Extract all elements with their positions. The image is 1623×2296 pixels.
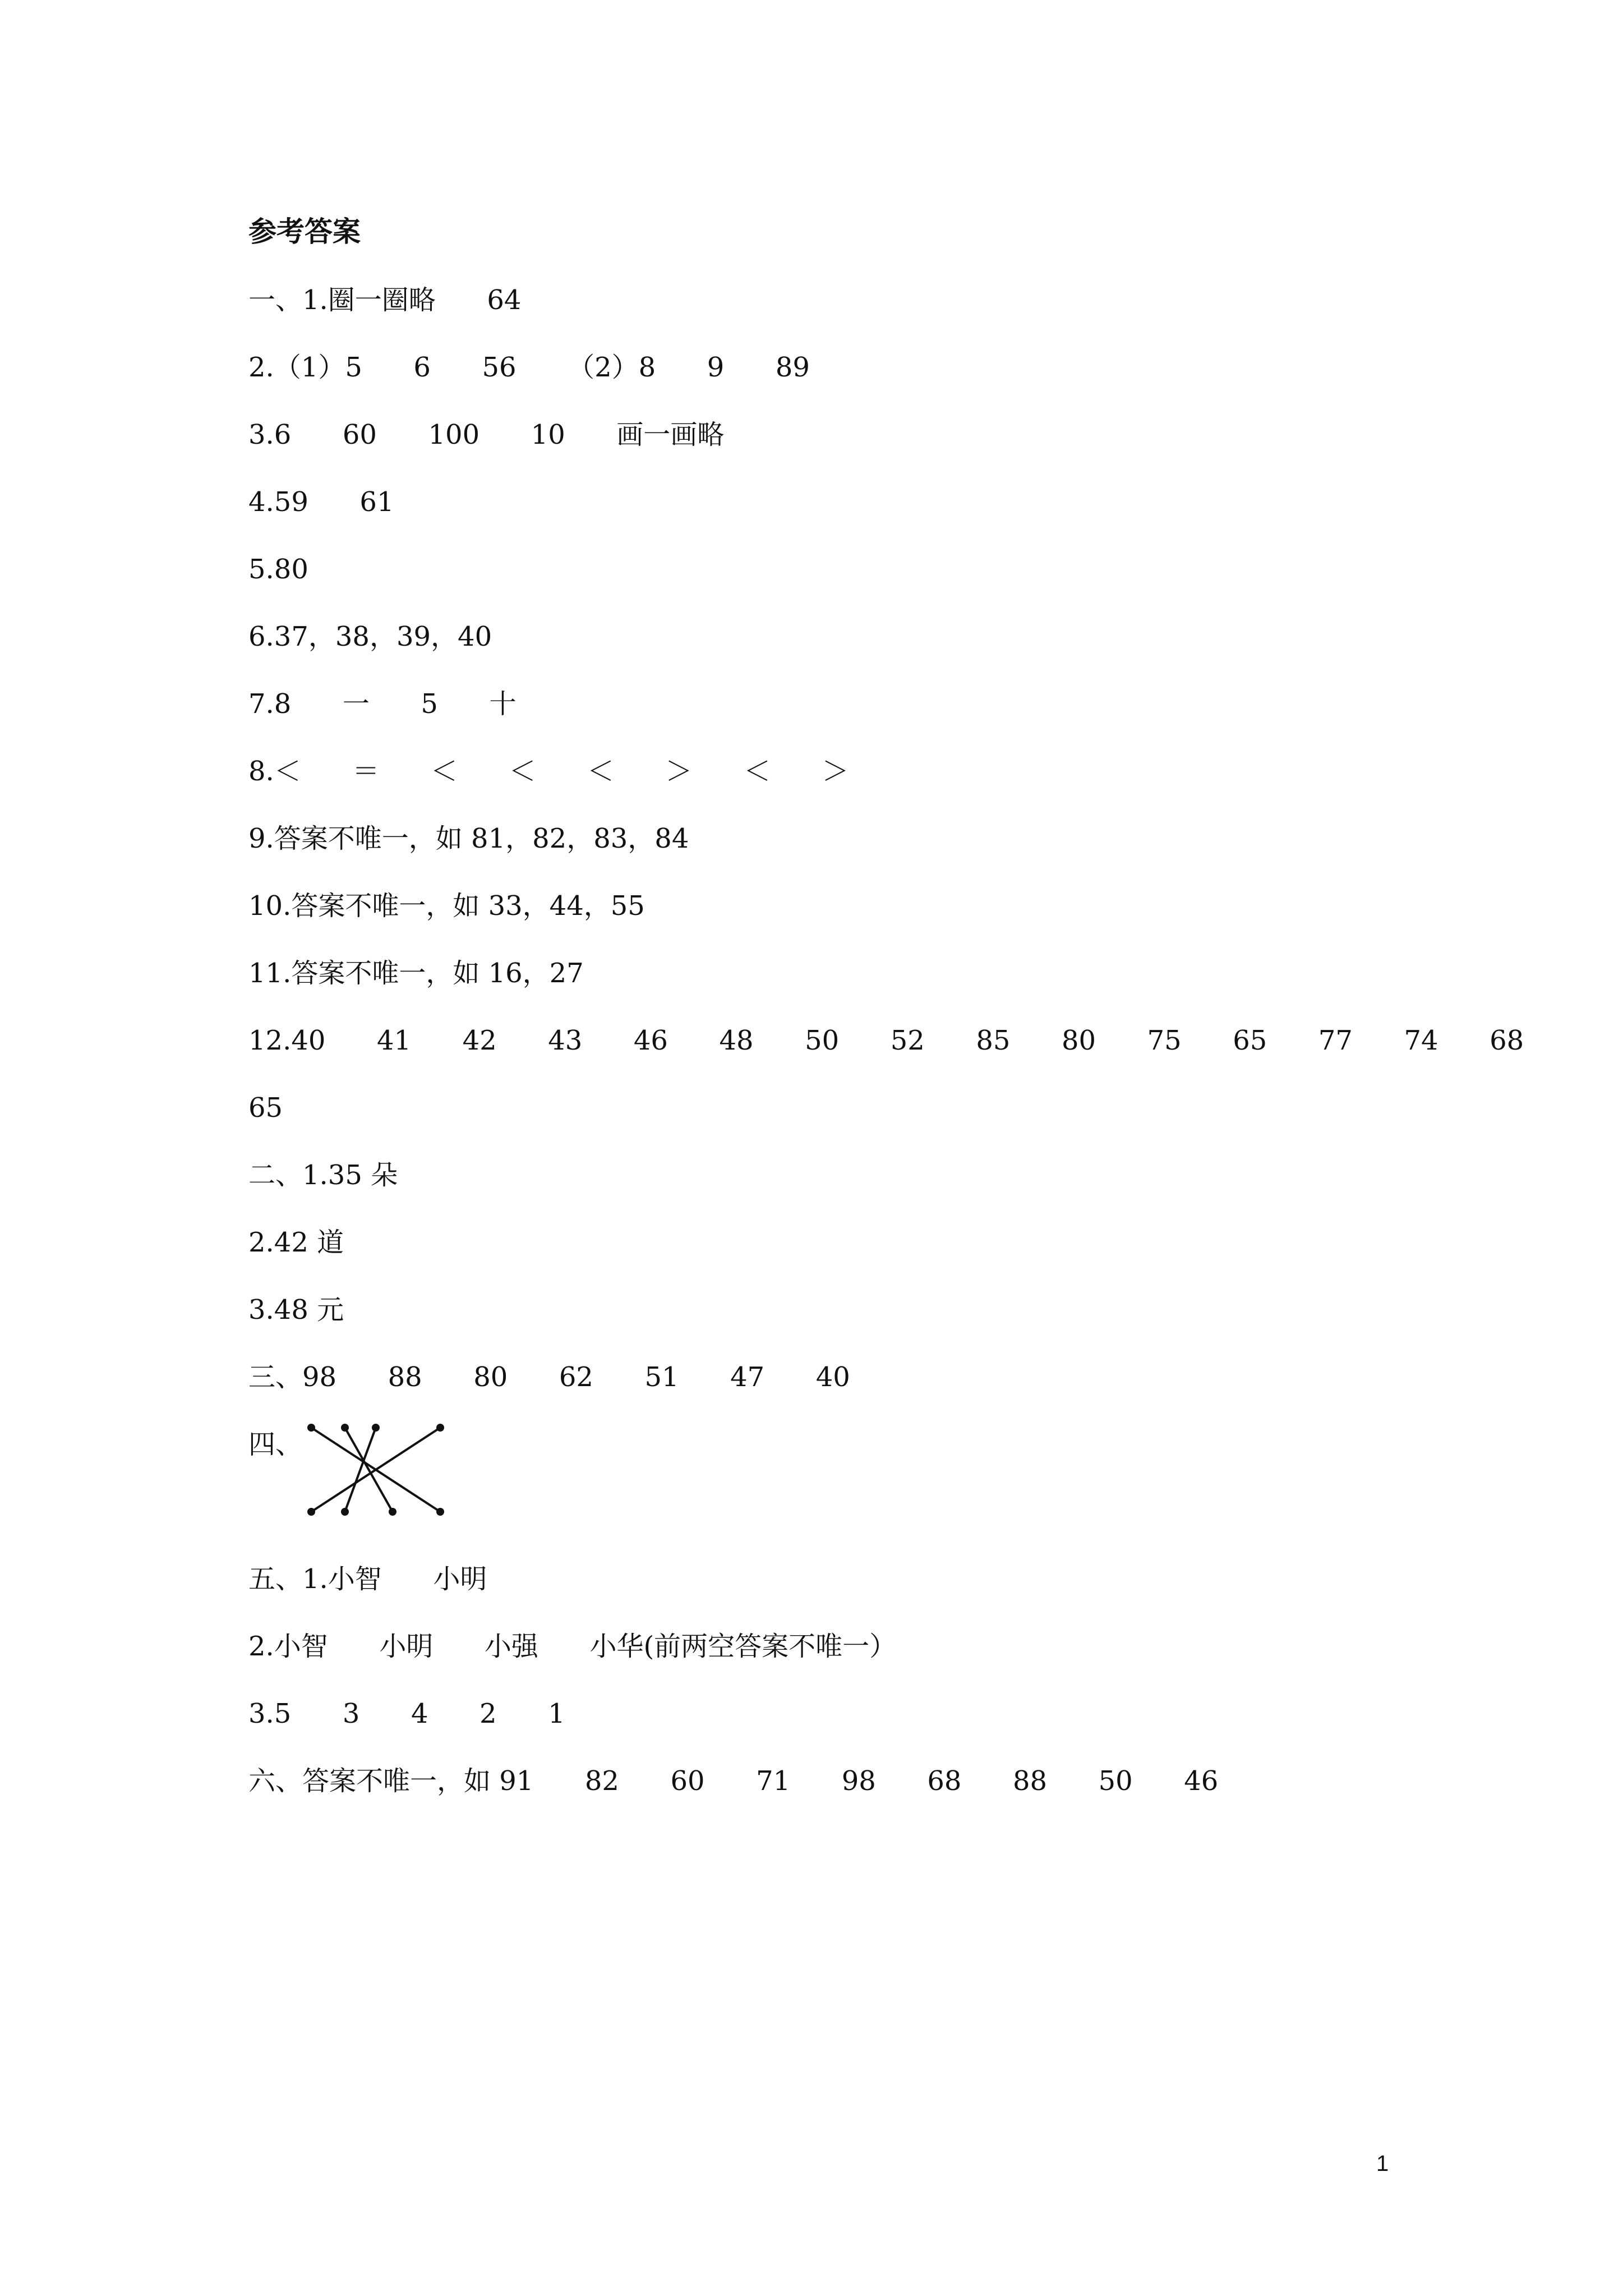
answer-line-1-2: 2.（1）5 6 56 （2）8 9 89 [248, 352, 810, 383]
matching-dot-bottom [341, 1508, 349, 1516]
answer-line-4-label: 四、 [248, 1429, 303, 1460]
matching-dot-bottom [307, 1508, 315, 1516]
answer-line-1-5: 5.80 [248, 554, 308, 585]
answer-line-5-1: 五、1.小智 小明 [248, 1563, 487, 1595]
answer-line-1-7: 7.8 一 5 十 [248, 688, 517, 720]
matching-lines-diagram [303, 1419, 449, 1526]
answer-line-1-3: 3.6 60 100 10 画一画略 [248, 419, 725, 450]
answer-line-2-3: 3.48 元 [248, 1294, 344, 1326]
answer-line-6: 六、答案不唯一，如 91 82 60 71 98 68 88 50 46 [248, 1765, 1219, 1797]
matching-dot-top [372, 1424, 380, 1432]
answer-line-1-4: 4.59 61 [248, 486, 394, 518]
answer-line-1-9: 9.答案不唯一，如 81，82，83，84 [248, 823, 689, 854]
answer-line-1-12-cont: 65 [248, 1092, 283, 1124]
answer-line-2-1: 二、1.35 朵 [248, 1159, 398, 1191]
page-title: 参考答案 [248, 215, 361, 248]
matching-dot-bottom [389, 1508, 396, 1516]
matching-dot-bottom [436, 1508, 444, 1516]
matching-dot-top [307, 1424, 315, 1432]
matching-dot-top [436, 1424, 444, 1432]
answer-line-3: 三、98 88 80 62 51 47 40 [248, 1361, 850, 1393]
answer-line-5-3: 3.5 3 4 2 1 [248, 1698, 565, 1729]
answer-line-1-6: 6.37，38，39，40 [248, 621, 492, 652]
matching-dot-top [341, 1424, 349, 1432]
matching-line [345, 1428, 376, 1512]
answer-line-1-10: 10.答案不唯一，如 33，44，55 [248, 890, 645, 922]
answer-line-5-2: 2.小智 小明 小强 小华(前两空答案不唯一） [248, 1631, 897, 1662]
matching-line [345, 1428, 393, 1512]
answer-line-2-2: 2.42 道 [248, 1227, 344, 1258]
answer-line-1-11: 11.答案不唯一，如 16，27 [248, 958, 584, 989]
answer-line-1-1: 一、1.圈一圈略 64 [248, 284, 522, 316]
answer-line-1-8: 8.＜ ＝ ＜ ＜ ＜ ＞ ＜ ＞ [248, 756, 849, 787]
page-number: 1 [1376, 2151, 1389, 2176]
answer-line-1-12: 12.40 41 42 43 46 48 50 52 85 80 75 65 77 74 68 [248, 1025, 1524, 1056]
